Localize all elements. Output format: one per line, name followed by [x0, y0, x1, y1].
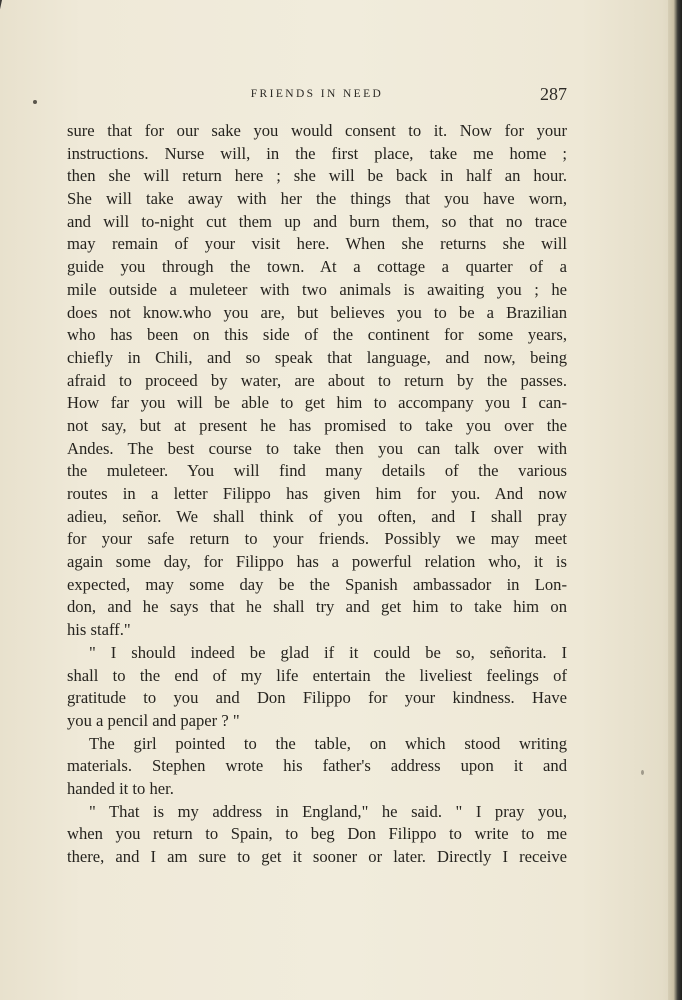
- text-line: expected, may some day be the Spanish ambassador in Lon-: [67, 574, 567, 594]
- text-line: guide you through the town. At a cottage a quarter of a: [67, 257, 567, 277]
- page-corner-mark: [0, 0, 12, 22]
- text-line: How far you will be able to get him to accompany you I can-: [67, 393, 567, 413]
- paper-speck: [33, 100, 37, 104]
- body-text: [67, 120, 567, 869]
- paper-speck: [641, 770, 644, 775]
- text-line: routes in a letter Filippo has given him for you. And now: [67, 484, 567, 503]
- page-number: 287: [540, 84, 567, 104]
- text-line: shall to the end of my life entertain the liveliest feelings of: [67, 665, 567, 685]
- text-line: and will to-night cut them up and burn them, so that no trace: [67, 211, 567, 231]
- text-line: who has been on this side of the continent for some years,: [67, 325, 567, 345]
- text-line: you a pencil and paper ? ": [67, 710, 240, 730]
- text-line: She will take away with her the things that you have worn,: [67, 189, 567, 209]
- page-binding-edge: [668, 0, 682, 1000]
- text-line: gratitude to you and Don Filippo for your kindness. Have: [67, 688, 567, 708]
- text-line: when you return to Spain, to beg Don Filippo to write to me: [67, 824, 567, 844]
- text-line: sure that for our sake you would consent to it. Now for your: [67, 121, 567, 140]
- text-line: does not know.who you are, but believes you to be a Brazilian: [67, 302, 567, 322]
- text-line: " I should indeed be glad if it could be so, señorita. I: [89, 642, 567, 662]
- running-title: FRIENDS IN NEED: [250, 88, 384, 100]
- text-line: " That is my address in England," he said. " I pray you,: [89, 801, 567, 821]
- running-head: [67, 86, 567, 108]
- text-line: don, and he says that he shall try and get him to take him on: [67, 597, 567, 617]
- text-line: the muleteer. You will find many details of the various: [67, 461, 567, 481]
- text-line: there, and I am sure to get it sooner or later. Directly I receive: [67, 847, 567, 866]
- text-line: materials. Stephen wrote his father's address upon it and: [67, 756, 567, 776]
- text-line: his staff.": [67, 620, 131, 640]
- text-line: then she will return here ; she will be back in half an hour.: [67, 166, 567, 186]
- text-line: afraid to proceed by water, are about to return by the passes.: [67, 370, 567, 390]
- text-line: mile outside a muleteer with two animals is awaiting you ; he: [67, 279, 567, 299]
- text-line: adieu, señor. We shall think of you often, and I shall pray: [67, 506, 567, 526]
- text-line: handed it to her.: [67, 778, 174, 798]
- text-line: may remain of your visit here. When she returns she will: [67, 234, 567, 254]
- text-line: for your safe return to your friends. Possibly we may meet: [67, 529, 567, 549]
- text-line: Andes. The best course to take then you can talk over with: [67, 438, 567, 458]
- text-line: again some day, for Filippo has a powerful relation who, it is: [67, 552, 567, 572]
- text-line: chiefly in Chili, and so speak that language, and now, being: [67, 347, 567, 367]
- text-line: not say, but at present he has promised to take you over the: [67, 415, 567, 435]
- text-line: instructions. Nurse will, in the first place, take me home ;: [67, 143, 567, 163]
- text-line: The girl pointed to the table, on which stood writing: [89, 733, 567, 753]
